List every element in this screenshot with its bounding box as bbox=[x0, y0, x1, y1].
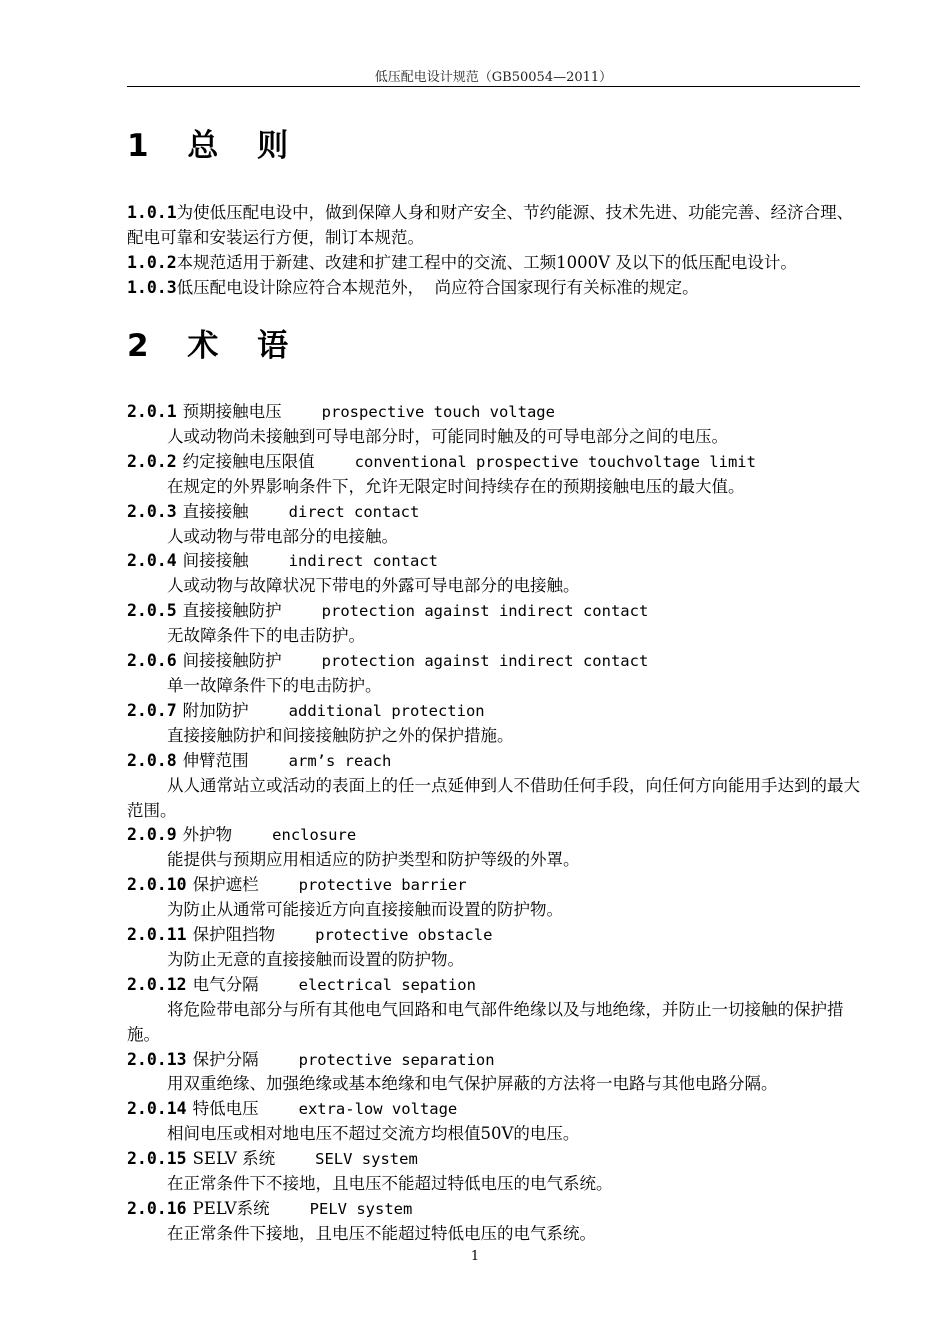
term-header bbox=[127, 923, 872, 948]
term-header bbox=[127, 749, 872, 774]
term-english: direct contact bbox=[288, 502, 420, 521]
term-number: 2.0.12 bbox=[127, 974, 187, 994]
term-english: protective separation bbox=[298, 1050, 495, 1069]
term-english: protective obstacle bbox=[315, 926, 493, 945]
term-header bbox=[127, 823, 872, 848]
term-english: protective barrier bbox=[298, 876, 467, 895]
document-body bbox=[127, 122, 872, 1247]
term-definition: 在正常条件下接地，且电压不能超过特低电压的电气系统。 bbox=[167, 1223, 596, 1243]
term-english: PELV system bbox=[309, 1200, 413, 1218]
term-definition: 直接接触防护和间接接触防护之外的保护措施。 bbox=[167, 725, 514, 745]
term-definition: 从人通常站立或活动的表面上的任一点延伸到人不借助任何手段，向任何方向能用手达到的最大范围。 bbox=[127, 775, 860, 820]
term-name: 特低电压 bbox=[192, 1099, 259, 1119]
term-number: 2.0.11 bbox=[127, 925, 187, 945]
page-header: 低压配电设计规范（GB50054—2011） bbox=[374, 70, 613, 85]
term-header bbox=[127, 649, 872, 674]
clause-1-0-3: 1.0.3低压配电设计除应符合本规范外， 尚应符合国家现行有关标准的规定。 bbox=[127, 278, 699, 297]
term-english: SELV system bbox=[315, 1150, 418, 1169]
term-english: prospective touch voltage bbox=[321, 403, 555, 421]
term-english: electrical sepation bbox=[298, 975, 476, 994]
term-number: 2.0.5 bbox=[127, 601, 177, 621]
term-number: 2.0.8 bbox=[127, 750, 177, 770]
term-header bbox=[127, 1048, 872, 1073]
header-rule bbox=[127, 86, 860, 87]
term-number: 2.0.13 bbox=[127, 1049, 187, 1069]
term-definition: 在正常条件下不接地，且电压不能超过特低电压的电气系统。 bbox=[167, 1174, 613, 1194]
term-name: 电气分隔 bbox=[192, 974, 259, 994]
term-definition: 为防止从通常可能接近方向直接接触而设置的防护物。 bbox=[167, 900, 563, 920]
term-number: 2.0.16 bbox=[127, 1199, 187, 1218]
term-definition: 人或动物与带电部分的电接触。 bbox=[167, 526, 398, 546]
section-heading-terms: 2 术 语 bbox=[127, 328, 303, 364]
term-number: 2.0.4 bbox=[127, 551, 177, 571]
term-definition: 单一故障条件下的电击防护。 bbox=[167, 675, 382, 695]
term-name: 间接接触 bbox=[182, 551, 249, 571]
term-definition: 在规定的外界影响条件下，允许无限定时间持续存在的预期接触电压的最大值。 bbox=[167, 476, 745, 496]
term-number: 2.0.1 bbox=[127, 402, 177, 421]
term-header bbox=[127, 873, 872, 898]
term-name: PELV系统 bbox=[192, 1199, 270, 1218]
term-definition: 人或动物尚未接触到可导电部分时，可能同时触及的可导电部分之间的电压。 bbox=[167, 426, 728, 446]
term-name: 附加防护 bbox=[182, 700, 249, 720]
term-header bbox=[127, 1147, 872, 1172]
page-number: 1 bbox=[470, 1249, 480, 1264]
term-number: 2.0.10 bbox=[127, 875, 187, 895]
term-english: enclosure bbox=[272, 826, 357, 845]
term-header bbox=[127, 973, 872, 998]
term-number: 2.0.2 bbox=[127, 451, 177, 471]
clause-1-0-2: 1.0.2本规范适用于新建、改建和扩建工程中的交流、工频1000V 及以下的低压配电设计。 bbox=[127, 253, 797, 272]
section-heading-general: 1 总 则 bbox=[127, 128, 303, 164]
term-definition: 无故障条件下的电击防护。 bbox=[167, 626, 365, 646]
term-header bbox=[127, 400, 872, 425]
term-name: 直接接触 bbox=[182, 501, 249, 521]
term-number: 2.0.6 bbox=[127, 651, 177, 671]
term-header bbox=[127, 500, 872, 525]
term-header bbox=[127, 1097, 872, 1122]
term-name: 伸臂范围 bbox=[182, 750, 249, 770]
term-name: 间接接触防护 bbox=[182, 651, 282, 671]
clause-1-0-1: 1.0.1为使低压配电设中，做到保障人身和财产安全、节约能源、技术先进、功能完善、经济合理、配电可靠和安装运行方便，制订本规范。 bbox=[127, 203, 854, 247]
term-definition: 用双重绝缘、加强绝缘或基本绝缘和电气保护屏蔽的方法将一电路与其他电路分隔。 bbox=[167, 1074, 778, 1094]
term-definition: 为防止无意的直接接触而设置的防护物。 bbox=[167, 949, 464, 969]
term-english: indirect contact bbox=[288, 552, 438, 571]
term-english: protection against indirect contact bbox=[321, 602, 649, 621]
term-name: 外护物 bbox=[182, 825, 233, 845]
terms-list bbox=[127, 400, 872, 1247]
term-english: additional protection bbox=[288, 701, 485, 720]
term-name: 预期接触电压 bbox=[182, 402, 282, 421]
term-english: conventional prospective touchvoltage limit bbox=[354, 452, 756, 471]
term-english: extra-low voltage bbox=[298, 1100, 458, 1119]
term-english: arm’s reach bbox=[288, 751, 392, 770]
term-number: 2.0.14 bbox=[127, 1099, 187, 1119]
term-header bbox=[127, 549, 872, 574]
term-name: SELV 系统 bbox=[192, 1149, 276, 1169]
term-header bbox=[127, 450, 872, 475]
term-number: 2.0.15 bbox=[127, 1149, 187, 1169]
term-number: 2.0.3 bbox=[127, 501, 177, 521]
term-name: 约定接触电压限值 bbox=[182, 451, 315, 471]
term-definition: 相间电压或相对地电压不超过交流方均根值50V的电压。 bbox=[167, 1124, 580, 1144]
term-header bbox=[127, 599, 872, 624]
term-number: 2.0.9 bbox=[127, 825, 177, 845]
term-name: 保护遮栏 bbox=[192, 875, 259, 895]
term-name: 直接接触防护 bbox=[182, 601, 282, 621]
term-definition: 人或动物与故障状况下带电的外露可导电部分的电接触。 bbox=[167, 576, 580, 596]
term-header bbox=[127, 1197, 872, 1222]
term-english: protection against indirect contact bbox=[321, 652, 649, 671]
term-name: 保护分隔 bbox=[192, 1049, 259, 1069]
term-name: 保护阻挡物 bbox=[192, 925, 276, 945]
term-number: 2.0.7 bbox=[127, 700, 177, 720]
term-definition: 能提供与预期应用相适应的防护类型和防护等级的外罩。 bbox=[167, 850, 580, 870]
term-definition: 将危险带电部分与所有其他电气回路和电气部件绝缘以及与地绝缘，并防止一切接触的保护措施。 bbox=[127, 999, 844, 1044]
term-header bbox=[127, 699, 872, 724]
